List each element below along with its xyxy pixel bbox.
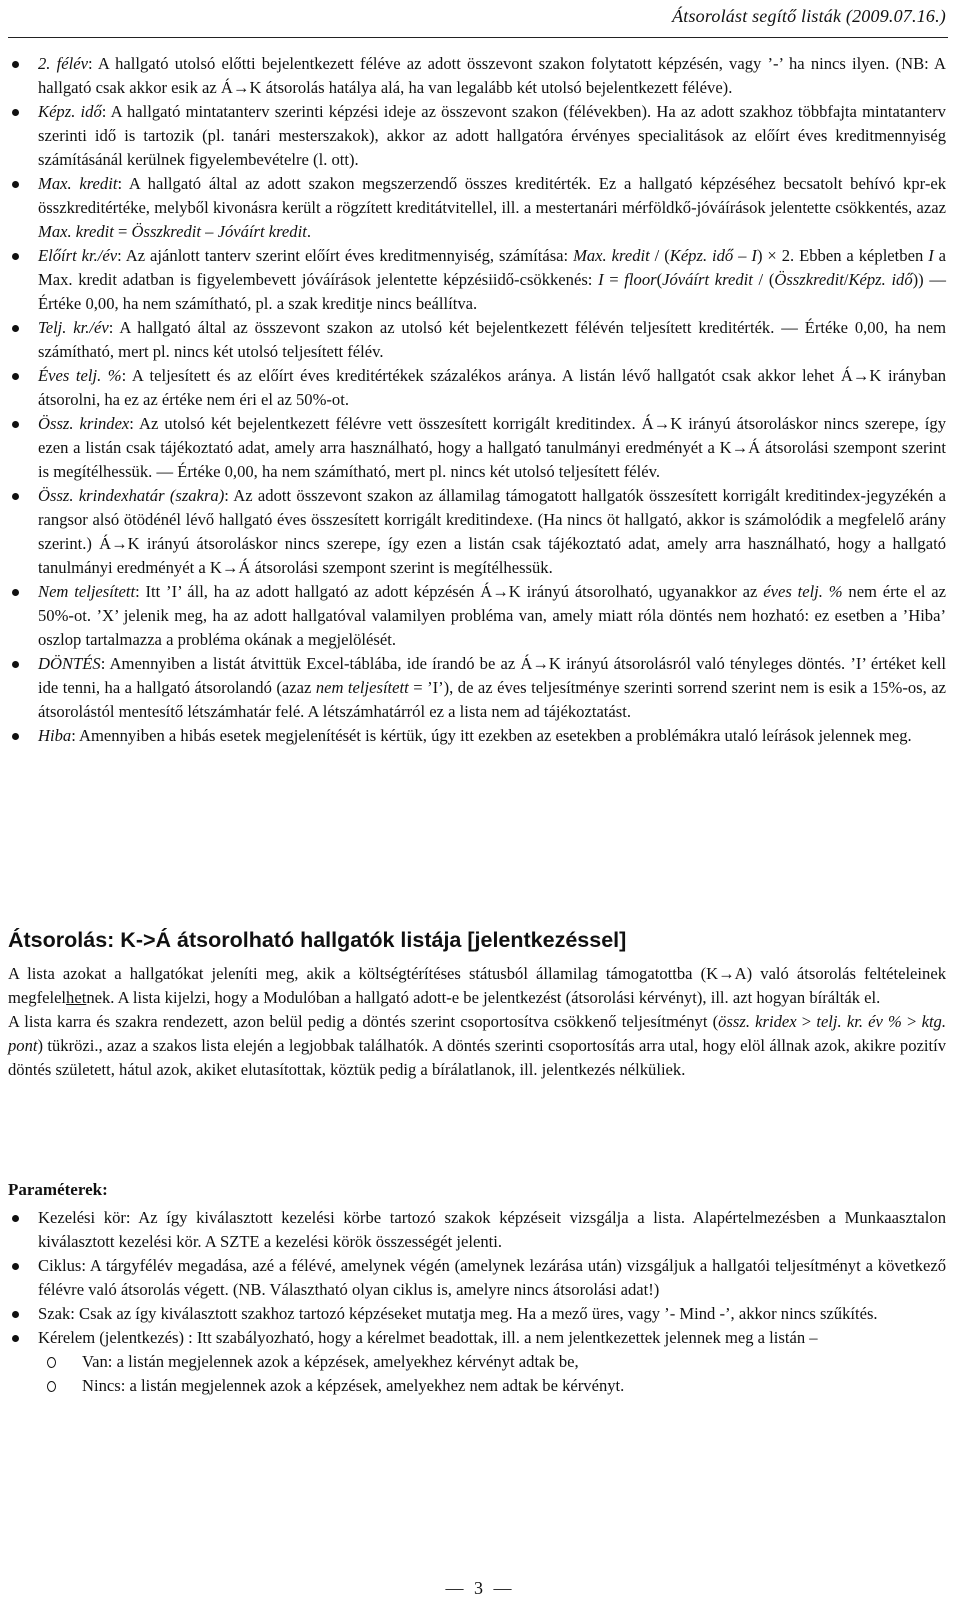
term-krindex-segment: Össz. krindex — [38, 414, 130, 433]
term-hiba-segment: : Amennyiben a hibás esetek megjelenítését is kértük, úgy itt ezekben az esetekben a problémákra utaló leírások jelennek meg. — [71, 726, 912, 745]
term-eloirtkr-segment: a Max. kredit adatban is figyelembevett jóváírások jelentette képzésiidő-csökkenés: — [38, 246, 947, 289]
term-eloirtkr-segment: I — [928, 246, 934, 265]
term-definitions — [8, 52, 946, 748]
term-nemteljesitett-segment: Nem teljesített — [38, 582, 136, 601]
term-evestelj-segment: : A teljesített és az előírt éves kreditértékek százalékos aránya. A listán lévő hallgatót csak akkor lehet Á→K irányban átsorolni, ha ez az értéke nem éri el az 50%-ot. — [38, 366, 946, 409]
term-evestelj-segment: Éves telj. % — [38, 366, 122, 385]
term-eloirtkr-segment: – — [733, 246, 752, 265]
header-rule — [8, 37, 948, 38]
term-krindexhatar-segment: Össz. krindexhatár (szakra) — [38, 486, 225, 505]
section-p2-segment: össz. kridex — [718, 1012, 797, 1031]
term-teljkr-segment: : A hallgató által az összevont szakon az utolsó két bejelentkezett félévén teljesített kreditérték. — Értéke 0,00, ha nem számítható, mert pl. nincs két utolsó teljesített félév. — [38, 318, 946, 361]
term-item-krindexhatar — [8, 484, 946, 580]
parameter-item-kerelem: Kérelem (jelentkezés) : Itt szabályozható, hogy a kérelmet beadottak, ill. a nem jelentkezettek jelennek meg a listán – — [8, 1326, 946, 1350]
term-felev-segment: 2. félév — [38, 54, 88, 73]
section-title: Átsorolás: K->Á átsorolható hallgatók listája [jelentkezéssel] — [8, 928, 627, 952]
term-eloirtkr-segment: : Az ajánlott tanterv szerint előírt éves kreditmennyiség, számítása: — [117, 246, 574, 265]
term-dontes-segment: = ’I’), de az éves teljesítménye szerinti sorrend szerint nem is esik a 15%-os, az átsorolástól mentesítő létszámhatár felé. A létszámhatárról ez a lista nem ad tájékoztatást. — [38, 678, 946, 721]
sub-item-nincs: Nincs: a listán megjelennek azok a képzések, amelyekhez nem adtak be kérvényt. — [8, 1374, 946, 1398]
section-p2-segment: > — [907, 1012, 922, 1031]
term-eloirtkr-segment: Előírt kr./év — [38, 246, 118, 265]
term-maxkredit-segment: = — [113, 222, 132, 241]
term-list — [8, 52, 946, 748]
term-kepzido-segment: Képz. idő — [38, 102, 102, 121]
term-item-teljkr — [8, 316, 946, 364]
term-hiba-segment: Hiba — [38, 726, 72, 745]
term-item-krindex — [8, 412, 946, 484]
term-item-felev — [8, 52, 946, 100]
sub-item-van: Van: a listán megjelennek azok a képzések, amelyekhez kérvényt adtak be, — [8, 1350, 946, 1374]
section-paragraph-2 — [8, 1010, 946, 1082]
term-maxkredit-segment: Összkredit — [131, 222, 201, 241]
term-eloirtkr-segment: = — [603, 270, 625, 289]
term-item-nemteljesitett — [8, 580, 946, 652]
term-nemteljesitett-segment: éves telj. % — [763, 582, 843, 601]
p1-text-a: A lista azokat a hallgatókat jeleníti meg, akik a költségtérítéses státusból államilag támogatottba (K→A) való átsorolás feltételeinek megfelel — [8, 964, 946, 1007]
term-item-kepzido — [8, 100, 946, 172]
term-dontes-segment: : Amennyiben a listát átvittük Excel-táblába, ide írandó be az Á→K irányú átsorolásról való tényleges döntés. ’I’ értéket kell ide tenni, ha a hallgató átsorolandó (azaz — [38, 654, 946, 697]
section-p2-segment: ktg. pont — [8, 1012, 946, 1055]
term-eloirtkr-segment: )) — Értéke 0,00, ha nem számítható, pl. a szak kreditje nincs beállítva. — [38, 270, 946, 313]
term-item-maxkredit — [8, 172, 946, 244]
term-felev-segment: : A hallgató utolsó előtti bejelentkezett féléve az adott összevont szakon folytatott képzésén, vagy ’-’ ha nincs ilyen. (NB: A hallgató csak akkor esik az Á→K átsorolás hatálya alá, ha van legalább két utolsó bejelentkezett féléve). — [38, 54, 946, 97]
term-eloirtkr-segment: Jóváírt kredit — [662, 270, 753, 289]
term-nemteljesitett-segment: nem érte el az 50%-ot. ’X’ jelenik meg, ha az adott hallgatóval valamilyen probléma van, amely miatt róla döntés nem hozható: ez esetben a ’Hiba’ oszlop tartalmazza a probléma okának a megjelölését. — [38, 582, 946, 649]
term-maxkredit-segment: – — [200, 222, 218, 241]
parameters-body — [8, 1206, 946, 1398]
section-p2-segment: ) tükrözi., azaz a szakos lista elején a legjobbak találhatók. A döntés szerinti csoportosítás arra utal, hogy elöl állnak azok, akikre pozitív döntés született, hátul azok, akiket elutasítottak, köztük pedig a bírálatlanok, ill. jelentkezés nélküliek. — [8, 1036, 946, 1079]
term-eloirtkr-segment: / ( — [649, 246, 670, 265]
term-nemteljesitett-segment: : Itt ’I’ áll, ha az adott hallgató az adott képzésén Á→K irányú átsorolható, ugyanakkor az — [135, 582, 764, 601]
term-krindexhatar-segment: : Az adott összevont szakon az államilag támogatott hallgatók összesített korrigált kreditindex-jegyzékén a rangsor alsó ötödénél lévő hallgató éves összesített korrigált kreditindexe. (Ha nincs öt hallgató, akkor is számolódik a megfelelő arány szerint.) Á→K irányú átsoroláskor nincs szerepe, így ezen a listán csak tájékoztató adat, amely arra használható, hogy a hallgató tanulmányi eredményét a K→Á átsorolási szempont szerint is megítélhessük. — [38, 486, 946, 577]
term-maxkredit-segment: Jóváírt kredit — [217, 222, 307, 241]
term-maxkredit-segment: : A hallgató által az adott szakon megszerzendő összes kreditérték. Ez a hallgató képzéséhez becsatolt behívó kpr-ek összkreditértéke, melyből kivonásra került a rögzített kreditátvitellel, ill. a mestertanári mérföldkő-jóváírások jelentette csökkentés, azaz — [38, 174, 947, 217]
parameter-list — [8, 1206, 946, 1350]
term-eloirtkr-segment: ) × 2. Ebben a képletben — [756, 246, 929, 265]
section-p2-segment: A lista karra és szakra rendezett, azon belül pedig a döntés szerint csoportosítva csökkenő teljesítményt ( — [8, 1012, 719, 1031]
term-eloirtkr-segment: I — [751, 246, 757, 265]
term-item-evestelj — [8, 364, 946, 412]
term-item-eloirtkr — [8, 244, 946, 316]
p1-text-underlined: het — [66, 988, 87, 1007]
term-item-hiba — [8, 724, 946, 748]
parameters-title: Paraméterek: — [8, 1180, 108, 1199]
term-teljkr-segment: Telj. kr./év — [38, 318, 109, 337]
section-paragraph-1 — [8, 962, 946, 1010]
term-eloirtkr-segment: floor — [624, 270, 657, 289]
term-eloirtkr-segment: ( — [656, 270, 663, 289]
term-eloirtkr-segment: Képz. idő — [669, 246, 734, 265]
term-eloirtkr-segment: Összkredit — [774, 270, 844, 289]
term-maxkredit-segment: . — [306, 222, 311, 241]
term-eloirtkr-segment: / — [843, 270, 849, 289]
term-eloirtkr-segment: Képz. idő — [848, 270, 913, 289]
p1-text-b: nek. A lista kijelzi, hogy a Modulóban a hallgató adott-e be jelentkezést (átsorolási kérvényt), ill. azt hogyan bírálták el. — [86, 988, 881, 1007]
section-body — [8, 962, 946, 1082]
parameter-item-kezelesi-kor: Kezelési kör: Az így kiválasztott kezelési körbe tartozó szakok képzéseit vizsgálja a lista. Alapértelmezésben a Munkaasztalon kiválasztott kezelési kör. A SZTE a kezelési körök összességét jelenti. — [8, 1206, 946, 1254]
section-p2-segment: > — [796, 1012, 817, 1031]
term-dontes-segment: DÖNTÉS — [38, 654, 101, 673]
parameter-item-ciklus: Ciklus: A tárgyfélév megadása, azé a félévé, amelynek végén (amelynek lezárása után) vizsgáljuk a hallgatói teljesítményt a következő félévre való átsorolás végett. (NB. Választható olyan ciklus is, amelyre nincs átsorolási adat!) — [8, 1254, 946, 1302]
term-maxkredit-segment: Max. kredit — [38, 222, 114, 241]
section-p2-segment: telj. kr. év % — [816, 1012, 908, 1031]
term-kepzido-segment: : A hallgató mintatanterv szerinti képzési ideje az összevont szakon (félévekben). Ha az adott szakhoz többfajta mintatanterv szerinti idő is tartozik (pl. tanári mesterszakok), akkor az adott hallgatóra érvényes specialitások az előírt éves kreditmennyiség számításánál kerülnek figyelembevételre (l. ott). — [38, 102, 946, 169]
term-eloirtkr-segment: I — [598, 270, 604, 289]
term-item-dontes — [8, 652, 946, 724]
term-dontes-segment: nem teljesített — [315, 678, 409, 697]
term-eloirtkr-segment: / ( — [752, 270, 775, 289]
term-eloirtkr-segment: Max. kredit — [573, 246, 650, 265]
parameter-sublist — [8, 1350, 946, 1398]
term-krindex-segment: : Az utolsó két bejelentkezett félévre vett összesített korrigált kreditindex. Á→K irányú átsoroláskor nincs szerepe, így ezen a listán csak tájékoztató adat, amely arra használható, hogy a hallgató tanulmányi eredményét a K→Á átsorolási szempont szerint is megítélhessük. — Értéke 0,00, ha nem számítható, mert pl. nincs két utolsó teljesített félév. — [38, 414, 946, 481]
parameter-item-szak: Szak: Csak az így kiválasztott szakhoz tartozó képzéseket mutatja meg. Ha a mező üres, vagy ’- Mind -’, akkor nincs szűkítés. — [8, 1302, 946, 1326]
term-maxkredit-segment: Max. kredit — [38, 174, 118, 193]
page-header: Átsorolást segítő listák (2009.07.16.) — [672, 6, 946, 26]
page-number: — 3 — — [445, 1578, 515, 1598]
